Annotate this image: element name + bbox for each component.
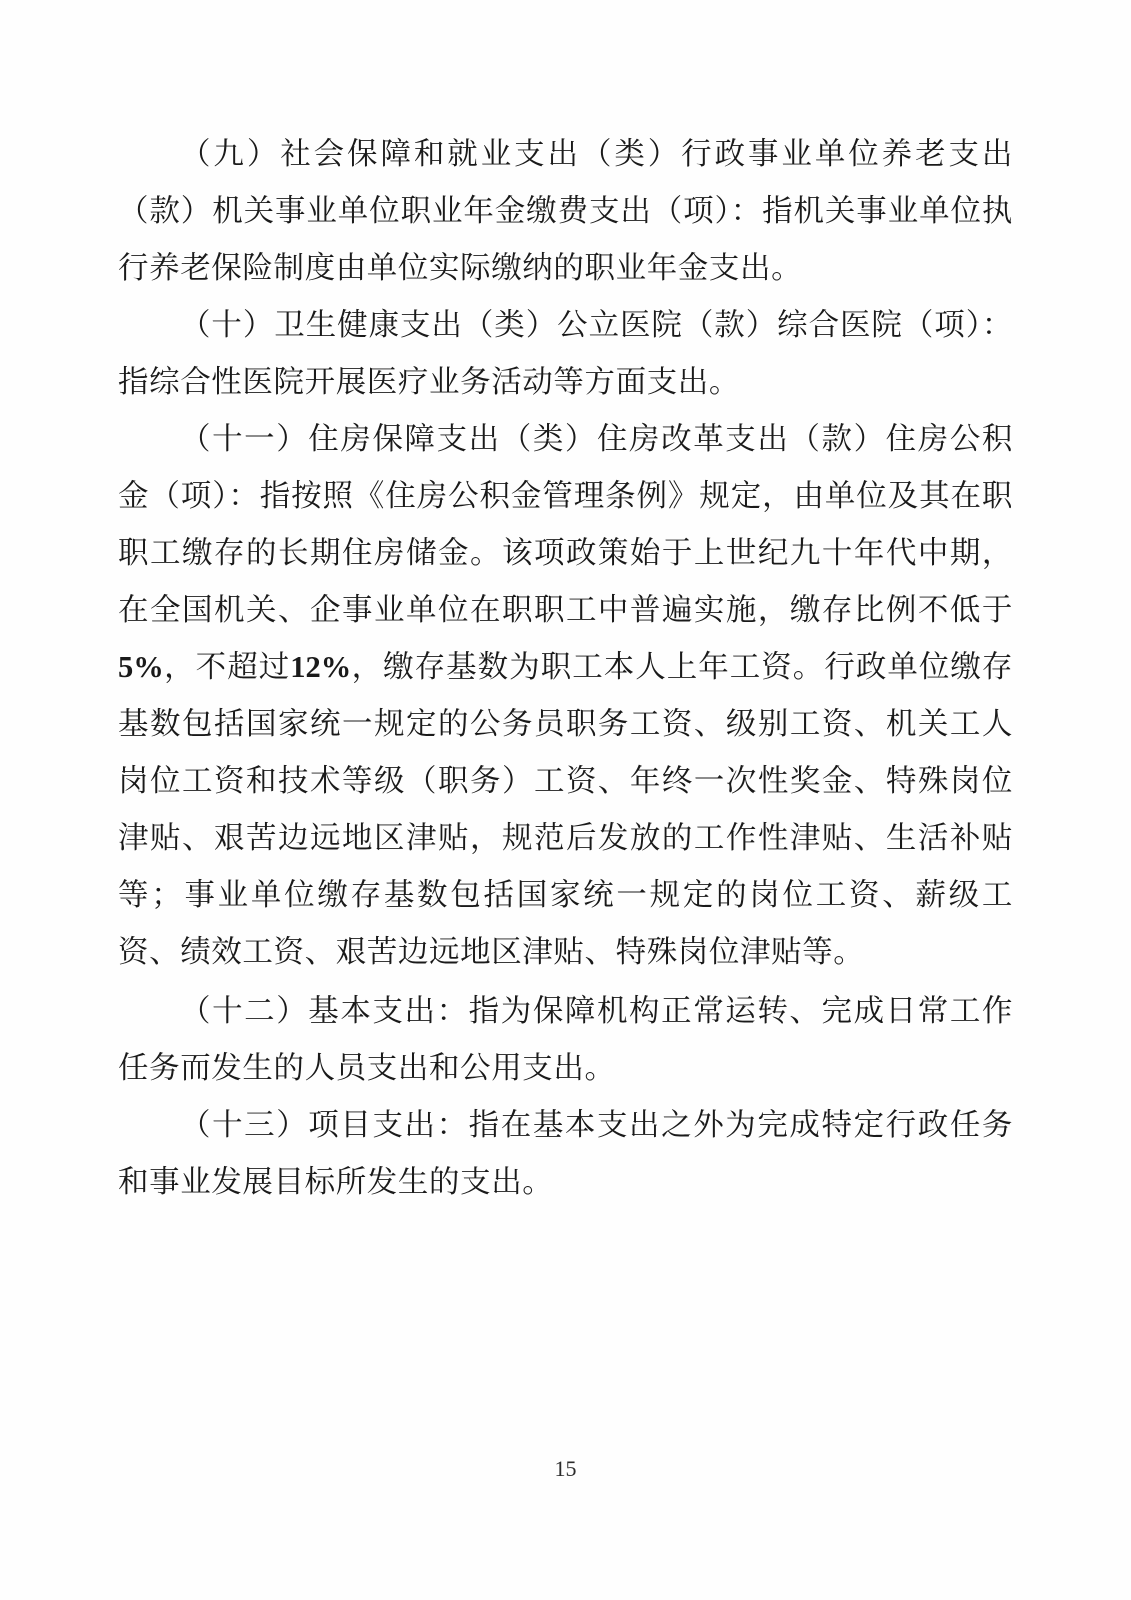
paragraph-text-part-2: ，不超过 (163, 650, 291, 685)
paragraph-item-nine (118, 126, 1013, 297)
paragraph-item-twelve (118, 983, 1013, 1097)
page-body (118, 126, 1013, 1211)
paragraph-text: （十）卫生健康支出（类）公立医院（款）综合医院（项）：指综合性医院开展医疗业务活动等方面支出。 (118, 308, 1013, 400)
page-number: 15 (554, 1456, 577, 1481)
paragraph-text: （九）社会保障和就业支出（类）行政事业单位养老支出（款）机关事业单位职业年金缴费支出（项）：指机关事业单位执行养老保险制度由单位实际缴纳的职业年金支出。 (118, 137, 1013, 286)
paragraph-text: （十三）项目支出：指在基本支出之外为完成特定行政任务和事业发展目标所发生的支出。 (118, 1108, 1013, 1200)
paragraph-item-eleven (118, 411, 1013, 981)
paragraph-item-ten (118, 297, 1013, 411)
paragraph-item-thirteen (118, 1097, 1013, 1211)
paragraph-text: （十二）基本支出：指为保障机构正常运转、完成日常工作任务而发生的人员支出和公用支出。 (118, 994, 1013, 1086)
paragraph-text-part-3: ，缴存基数为职工本人上年工资。行政单位缴存基数包括国家统一规定的公务员职务工资、级别工资、机关工人岗位工资和技术等级（职务）工资、年终一次性奖金、特殊岗位津贴、艰苦边远地区津贴，规范后发放的工作性津贴、生活补贴等；事业单位缴存基数包括国家统一规定的岗位工资、薪级工资、绩效工资、艰苦边远地区津贴、特殊岗位津贴等。 (118, 650, 1013, 970)
percentage-value-minimum: 5% (118, 650, 164, 684)
percentage-value-maximum: 12% (290, 650, 352, 684)
paragraph-text-part-1: （十一）住房保障支出（类）住房改革支出（款）住房公积金（项）：指按照《住房公积金管理条例》规定，由单位及其在职职工缴存的长期住房储金。该项政策始于上世纪九十年代中期，在全国机关、企事业单位在职职工中普遍实施，缴存比例不低于 (118, 422, 1013, 628)
